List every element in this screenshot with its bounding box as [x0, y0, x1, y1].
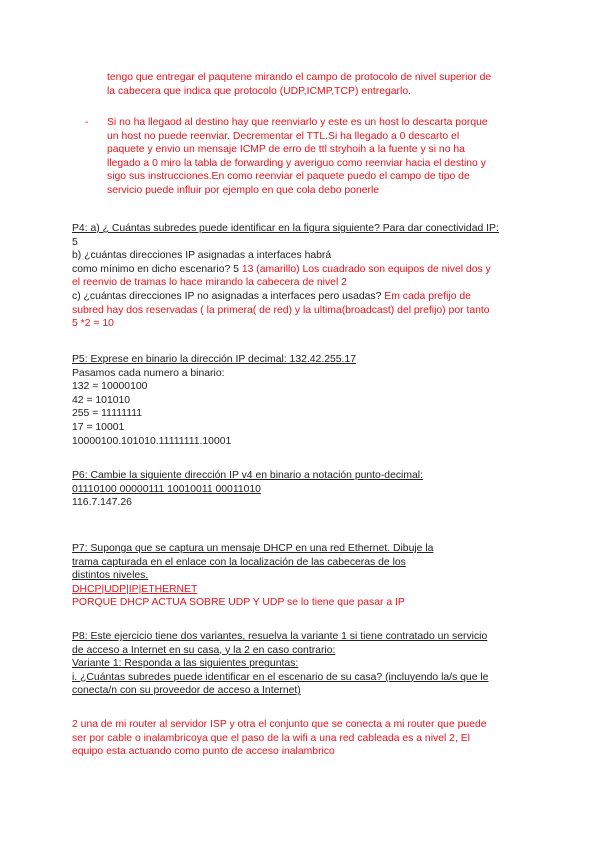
- p4-answer-a: 5: [72, 236, 78, 248]
- p7-question: trama capturada en el enlace con la localización de las cabeceras de los: [72, 556, 406, 568]
- p7-question: distintos niveles.: [72, 570, 149, 582]
- text-line: paquete y envio un mensaje ICMP de erro de ttl stryhoih a la fuente y si no ha: [107, 144, 465, 156]
- text-line: Si no ha llegaod al destino hay que reenviarlo y este es un host lo descarta porque: [107, 117, 488, 128]
- p8-subquestion: conecta/n con su proveedor de acceso a Internet): [72, 685, 301, 697]
- p4-question-b: b) ¿cuántas direcciones IP asignadas a interfaces habrá: [72, 250, 332, 262]
- p4-answer-b-cont: el reenvio de tramas lo hace mirando la cabecera de nivel 2: [72, 277, 347, 289]
- p5-line: 42 = 101010: [72, 394, 131, 406]
- p5-line: 17 = 10001: [72, 421, 125, 433]
- p4-answer-c-result: 5 *2 = 10: [72, 318, 114, 330]
- p5-line: Pasamos cada numero a binario:: [72, 367, 225, 379]
- p4-question-b-text: como mínimo en dicho escenario? 5: [72, 263, 242, 275]
- p8-answer-line: ser por cable o inalambricoya que el paso de la wifi a una red cableada es a nivel 2, El: [72, 732, 470, 744]
- question-p4: [72, 222, 499, 331]
- bullet-paragraph: [107, 116, 488, 198]
- text-line: la cabecera que indica que protocolo (UDP,ICMP,TCP) entregarlo.: [107, 85, 411, 97]
- question-p5: [72, 353, 356, 448]
- p6-answer: 116.7.147.26: [72, 497, 132, 509]
- p8-question: de acceso a Internet en su casa, y la 2 en caso contrario:: [72, 644, 336, 656]
- p5-line: 132 = 10000100: [72, 381, 148, 393]
- text-line: servicio puede influir por ejemplo en que cola debo ponerle: [107, 184, 380, 196]
- question-p7: [72, 542, 433, 610]
- p8-answer: [72, 718, 487, 759]
- continuation-paragraph: [107, 71, 491, 98]
- p8-variant: Variante 1: Responda a las siguientes preguntas:: [72, 658, 299, 670]
- p6-question: P6: Cambie la siguiente dirección IP v4 en binario a notación punto-decimal:: [72, 470, 423, 481]
- p4-answer-b: 13 (amarillo) Los cuadrado son equipos de nivel dos y: [241, 263, 491, 275]
- p4-question-b-line2: [72, 263, 499, 277]
- p4-answer-c-cont: subred hay dos reservadas ( la primera( de red) y la ultima(broadcast) del prefijo) por tanto: [72, 304, 490, 316]
- question-p8: [72, 630, 488, 698]
- p7-answer-stack: DHCP|UDP|IP|ETHERNET: [72, 583, 198, 595]
- p4-question-c-line: [72, 290, 499, 304]
- text-line: un host no puede reenviar. Decrementar el TTL.Si ha llegado a 0 descarto el: [107, 130, 460, 142]
- text-line: tengo que entregar el paqutene mirando el campo de protocolo de nivel superior de: [107, 72, 492, 83]
- text-line: llegado a 0 miro la tabla de forwarding y averiguo como reenviar hacia el destino y: [107, 157, 486, 169]
- p5-line: 10000100.101010.11111111.10001: [72, 435, 232, 447]
- p7-answer-reason: PORQUE DHCP ACTUA SOBRE UDP Y UDP se lo tiene que pasar a IP: [72, 597, 405, 609]
- p4-question-a: P4: a) ¿ Cuántas subredes puede identificar en la figura siguiente? Para dar conectividad IP:: [72, 223, 499, 234]
- p8-question: P8: Este ejercicio tiene dos variantes, resuelva la variante 1 si tiene contratado un servicio: [72, 631, 488, 642]
- p6-binary: 01110100 00000111 10010011 00011010: [72, 483, 261, 495]
- bullet-dash: -: [85, 117, 89, 128]
- p8-subquestion: i. ¿Cuántas subredes puede identificar en el escenario de su casa? (incluyendo la/s que le: [72, 671, 489, 683]
- p8-answer-line: equipo esta actuando como punto de acceso inalambrico: [72, 746, 335, 758]
- p8-answer-line: 2 una de mi router al servidor ISP y otra el conjunto que se conecta a mi router que puede: [72, 719, 487, 730]
- p5-question: P5: Exprese en binario la dirección IP decimal: 132.42.255.17: [72, 354, 356, 365]
- p4-answer-c: Em cada prefijo de: [384, 290, 471, 302]
- p4-question-c: c) ¿cuántas direcciones IP no asignadas a interfaces pero usadas?: [72, 290, 385, 302]
- text-line: sigo sus instrucciones.En como reenviar el paquete puedo el campo de tipo de: [107, 171, 470, 183]
- p7-question: P7: Suponga que se captura un mensaje DHCP en una red Ethernet. Dibuje la: [72, 543, 434, 554]
- question-p6: [72, 469, 423, 510]
- p5-line: 255 = 11111111: [72, 408, 143, 420]
